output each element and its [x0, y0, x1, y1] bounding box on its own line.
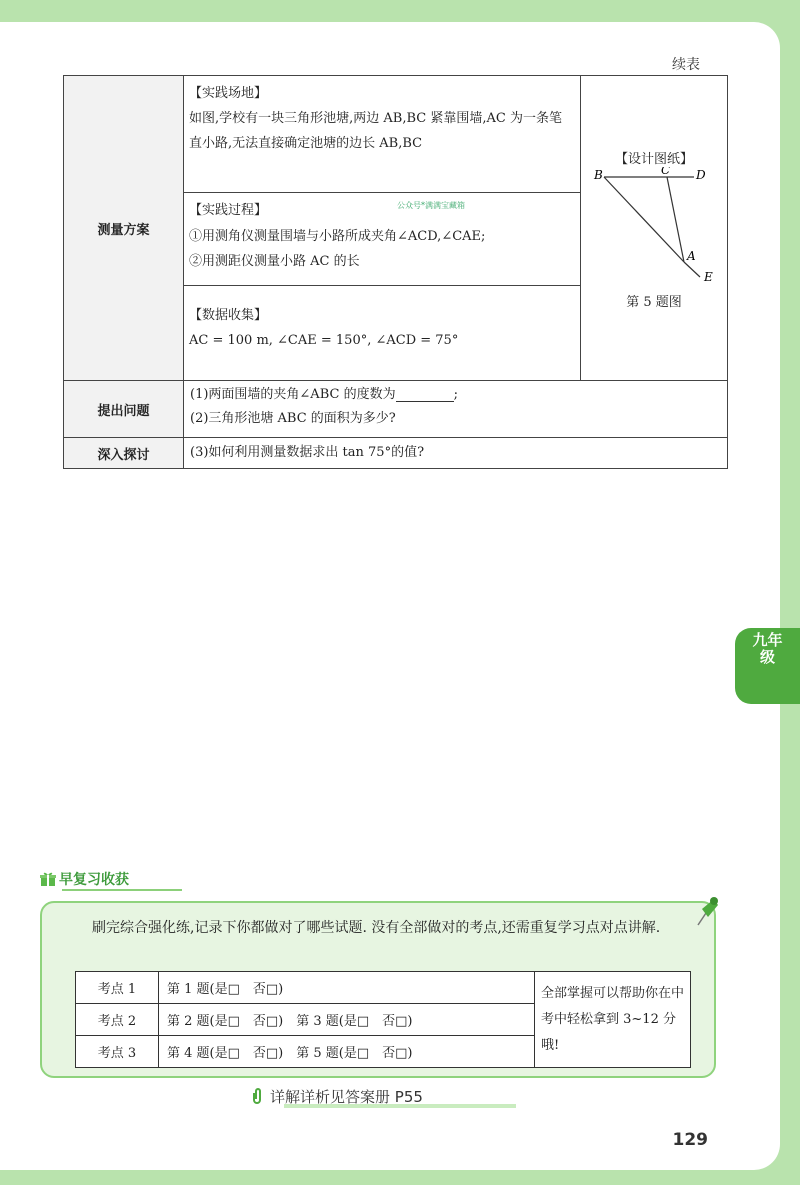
items-cell[interactable]: 第 4 题(是□ 否□) 第 5 题(是□ 否□) [159, 1036, 535, 1068]
answer-reference [250, 1086, 423, 1107]
site-text: 如图,学校有一块三角形池塘,两边 AB,BC 紧靠围墙,AC 为一条笔直小路,无法直接确定池塘的边长 AB,BC [189, 111, 562, 151]
harvest-underline [62, 889, 182, 891]
practice-table [63, 75, 728, 469]
answer-reference-text: 详解详析见答案册 P55 [270, 1088, 423, 1106]
site-section [184, 76, 580, 193]
table-row [76, 972, 691, 1004]
review-box [40, 901, 716, 1078]
path-line-ca [667, 177, 684, 262]
question-1 [190, 383, 721, 407]
process-section [184, 193, 580, 286]
data-text: AC = 100 m, ∠CAE = 150°, ∠ACD = 75° [189, 333, 459, 348]
plan-label: 测量方案 [64, 76, 184, 381]
data-section [184, 286, 580, 380]
process-title-row [189, 199, 574, 224]
pond-diagram [584, 167, 724, 287]
site-title: 【实践场地】 [189, 86, 268, 101]
kp-cell: 考点 2 [76, 1004, 159, 1036]
review-text: 刷完综合强化练,记录下你都做对了哪些试题. 没有全部做对的考点,还需重复学习点对点讲解. [92, 920, 661, 936]
label-a: A [687, 249, 696, 263]
plan-cell [184, 76, 581, 381]
question-3: (3)如何利用测量数据求出 tan 75°的值? [184, 438, 728, 469]
page-number: 129 [672, 1130, 708, 1150]
items-cell[interactable]: 第 1 题(是□ 否□) [159, 972, 535, 1004]
continued-label: 续表 [672, 57, 700, 73]
question-1-text: (1)两面围墙的夹角∠ABC 的度数为 [190, 387, 396, 402]
kp-cell: 考点 1 [76, 972, 159, 1004]
design-cell [581, 76, 728, 381]
paperclip-icon [250, 1087, 264, 1105]
harvest-heading [40, 869, 129, 889]
process-step-2: ②用测距仪测量小路 AC 的长 [189, 254, 360, 269]
design-title: 【设计图纸】 [614, 152, 693, 167]
label-c: C [661, 167, 671, 177]
figure-caption: 第 5 题图 [626, 295, 682, 310]
question-1-suffix: ; [453, 387, 458, 402]
pushpin-icon [692, 895, 720, 929]
explore-label: 深入探讨 [64, 438, 184, 469]
data-title: 【数据收集】 [189, 308, 268, 323]
review-note: 全部掌握可以帮助你在中考中轻松拿到 3~12 分哦! [535, 972, 691, 1068]
label-d: D [696, 168, 706, 182]
label-e: E [704, 270, 713, 284]
grade-tab [735, 628, 800, 704]
kp-cell: 考点 3 [76, 1036, 159, 1068]
process-title: 【实践过程】 [189, 203, 268, 218]
question-cell [184, 381, 728, 438]
process-step-1: ①用测角仪测量围墙与小路所成夹角∠ACD,∠CAE; [189, 229, 486, 244]
gift-icon [40, 872, 56, 886]
question-2: (2)三角形池塘 ABC 的面积为多少? [190, 411, 396, 426]
watermark-text: 公众号*满满宝藏箱 [397, 201, 466, 210]
label-b: B [594, 168, 603, 182]
grade-tab-label: 九年级 [752, 631, 783, 666]
question-label: 提出问题 [64, 381, 184, 438]
answer-blank [396, 388, 454, 402]
wall-line-ba [604, 177, 684, 262]
harvest-title: 早复习收获 [59, 872, 129, 888]
review-table [75, 971, 691, 1068]
items-cell[interactable]: 第 2 题(是□ 否□) 第 3 题(是□ 否□) [159, 1004, 535, 1036]
extension-line-ae [684, 262, 700, 277]
